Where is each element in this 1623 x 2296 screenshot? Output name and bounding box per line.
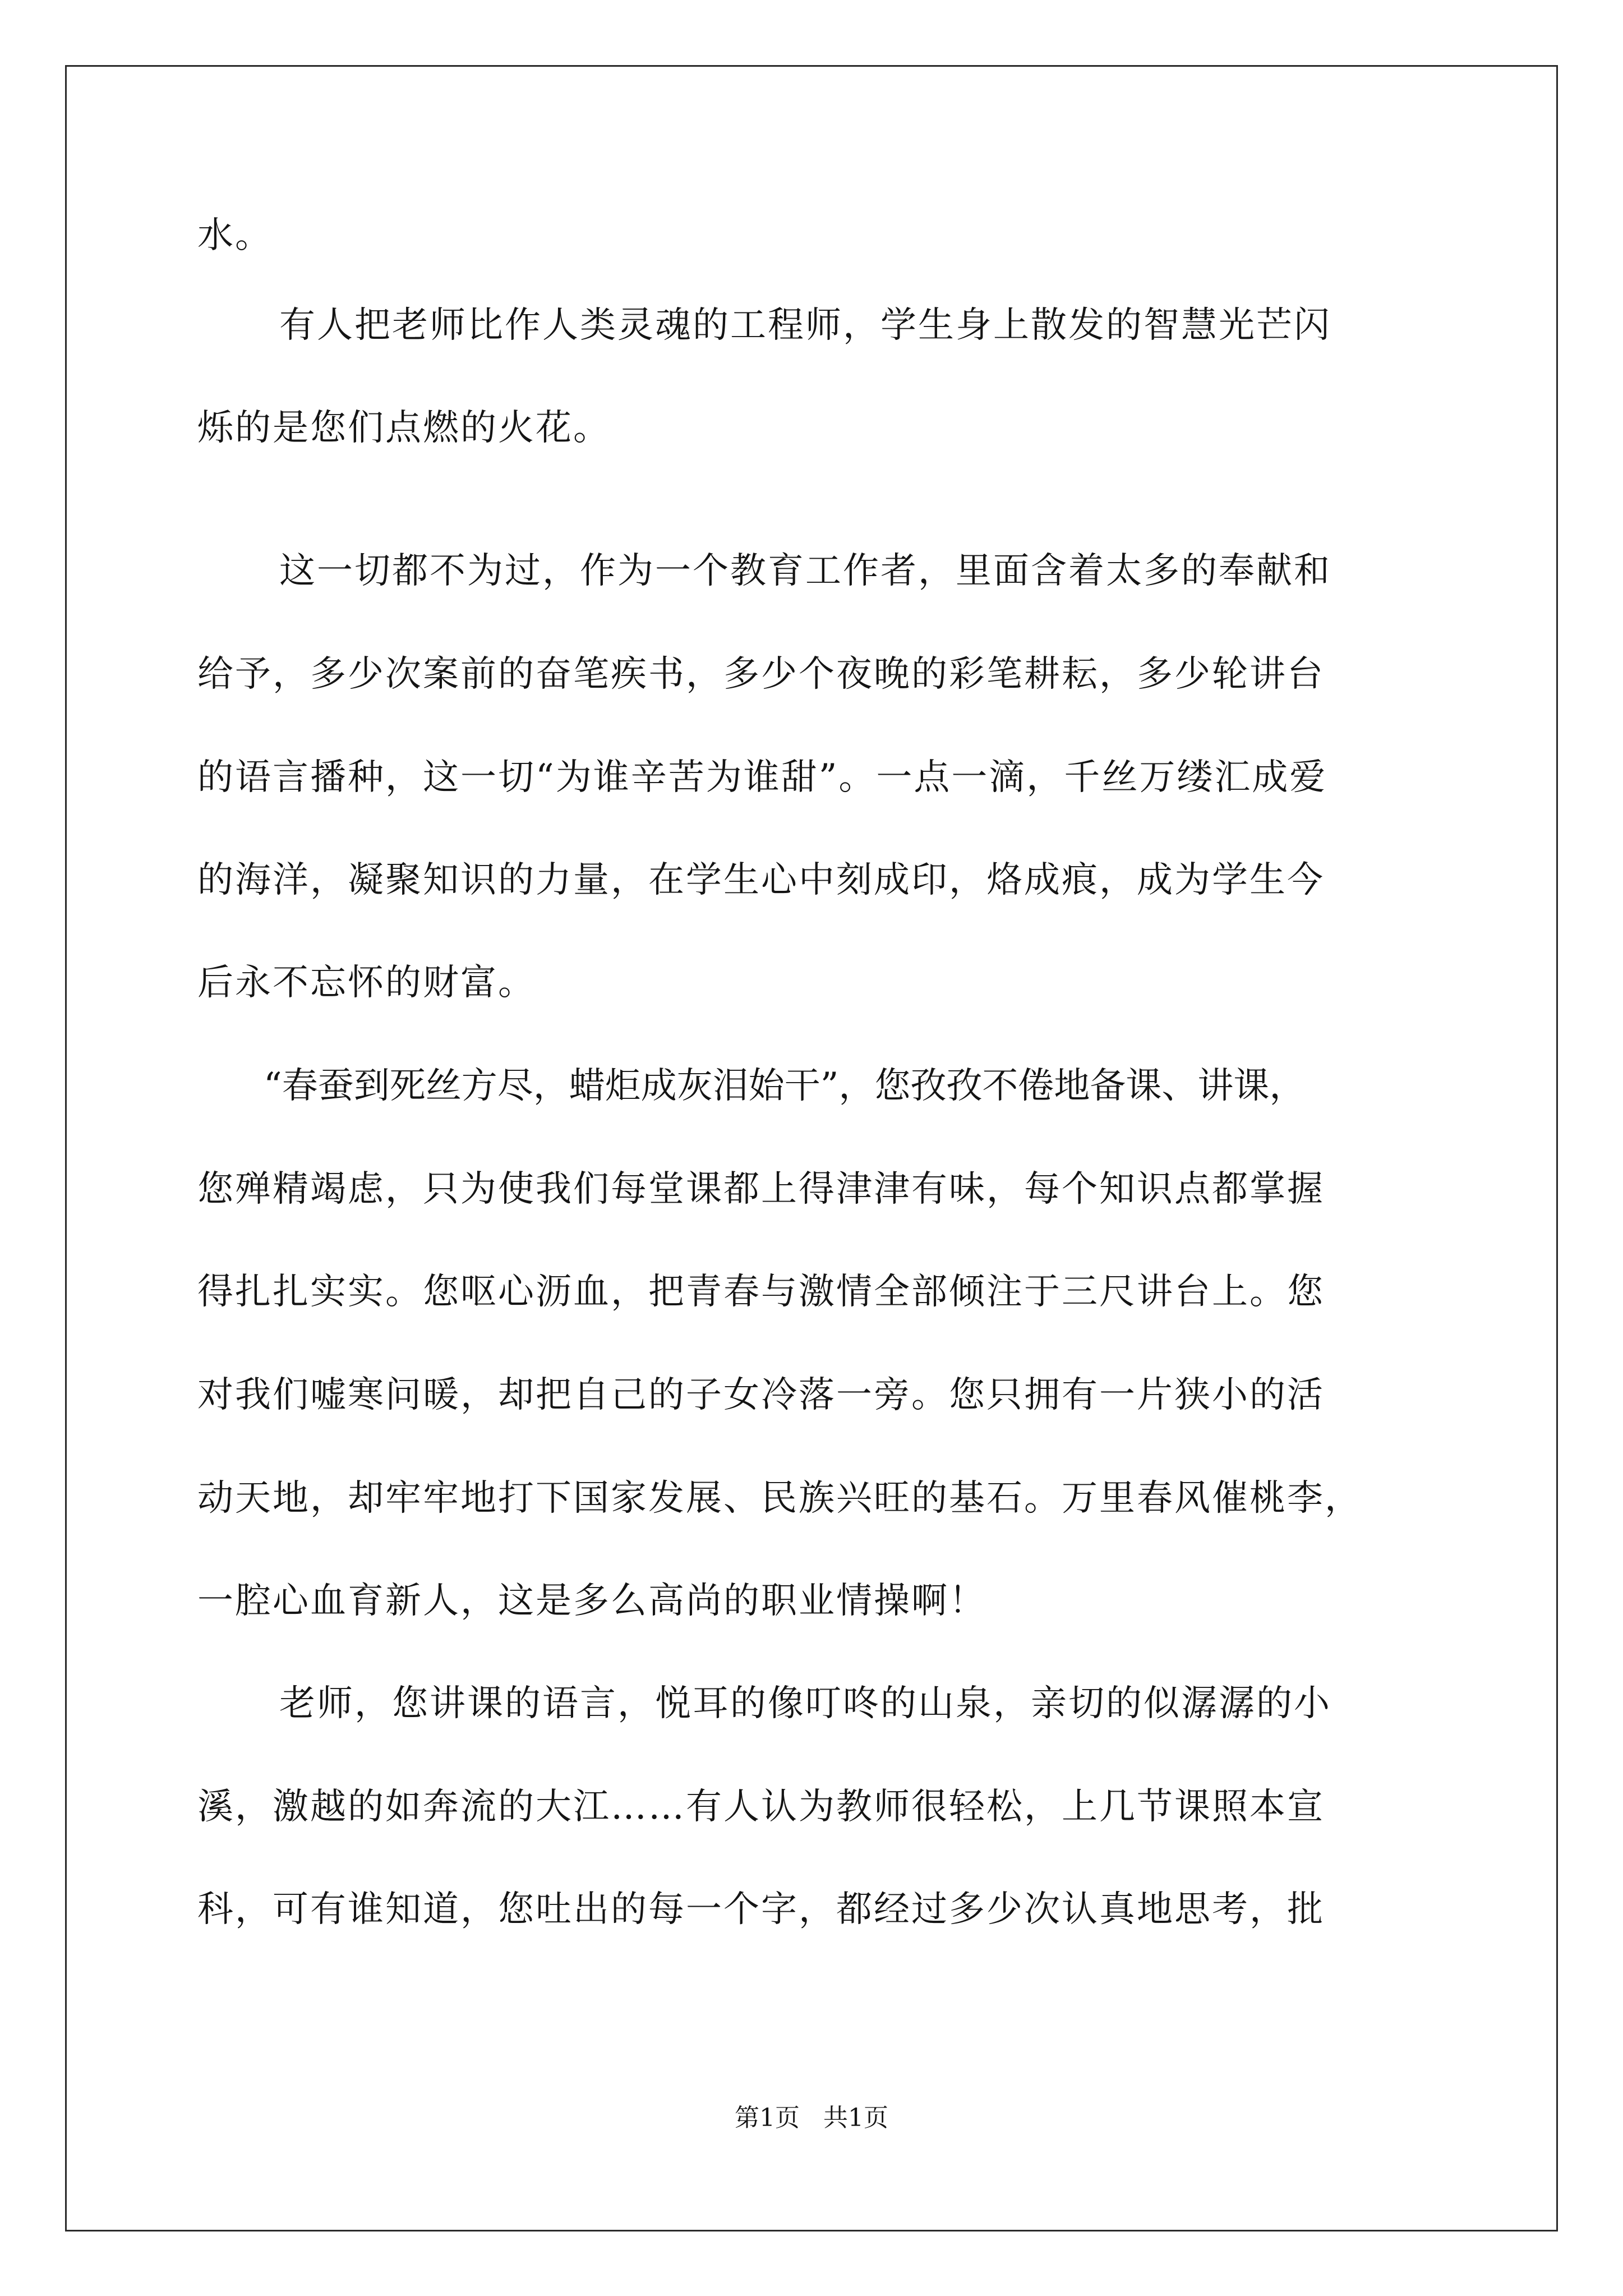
text-line-4: 这一切都不为过，作为一个教育工作者，里面含着太多的奉献和: [279, 550, 1331, 592]
text-line-16: 溪，激越的如奔流的大江……有人认为教师很轻松，上几节课照本宣: [197, 1786, 1325, 1828]
text-line-7: 的海洋，凝聚知识的力量，在学生心中刻成印，烙成痕，成为学生今: [197, 859, 1325, 901]
text-line-8: 后永不忘怀的财富。: [197, 962, 536, 1004]
text-line-12: 对我们嘘寒问暖，却把自己的子女冷落一旁。您只拥有一片狭小的活: [197, 1374, 1325, 1416]
text-line-10: 您殚精竭虑，只为使我们每堂课都上得津津有味，每个知识点都掌握: [197, 1168, 1325, 1210]
text-line-2: 有人把老师比作人类灵魂的工程师，学生身上散发的智慧光芒闪: [279, 305, 1331, 346]
text-line-1: 水。: [197, 215, 273, 256]
text-line-5: 给予，多少次案前的奋笔疾书，多少个夜晚的彩笔耕耘，多少轮讲台: [197, 654, 1325, 695]
text-line-17: 科，可有谁知道，您吐出的每一个字，都经过多少次认真地思考，批: [197, 1889, 1325, 1930]
text-line-11: 得扎扎实实。您呕心沥血，把青春与激情全部倾注于三尺讲台上。您: [197, 1271, 1325, 1313]
text-line-15: 老师，您讲课的语言，悦耳的像叮咚的山泉，亲切的似潺潺的小: [279, 1683, 1331, 1724]
text-line-6: 的语言播种，这一切“为谁辛苦为谁甜”。一点一滴，千丝万缕汇成爱: [197, 757, 1327, 798]
text-line-14: 一腔心血育新人，这是多么高尚的职业情操啊！: [197, 1580, 986, 1622]
text-line-3: 烁的是您们点燃的火花。: [197, 407, 611, 449]
page-number-footer: 第1页 共1页: [735, 2104, 888, 2132]
text-line-9: “春蚕到死丝方尽，蜡炬成灰泪始干”，您孜孜不倦地备课、讲课，: [264, 1065, 1306, 1107]
text-line-13: 动天地，却牢牢地打下国家发展、民族兴旺的基石。万里春风催桃李，: [197, 1478, 1362, 1519]
